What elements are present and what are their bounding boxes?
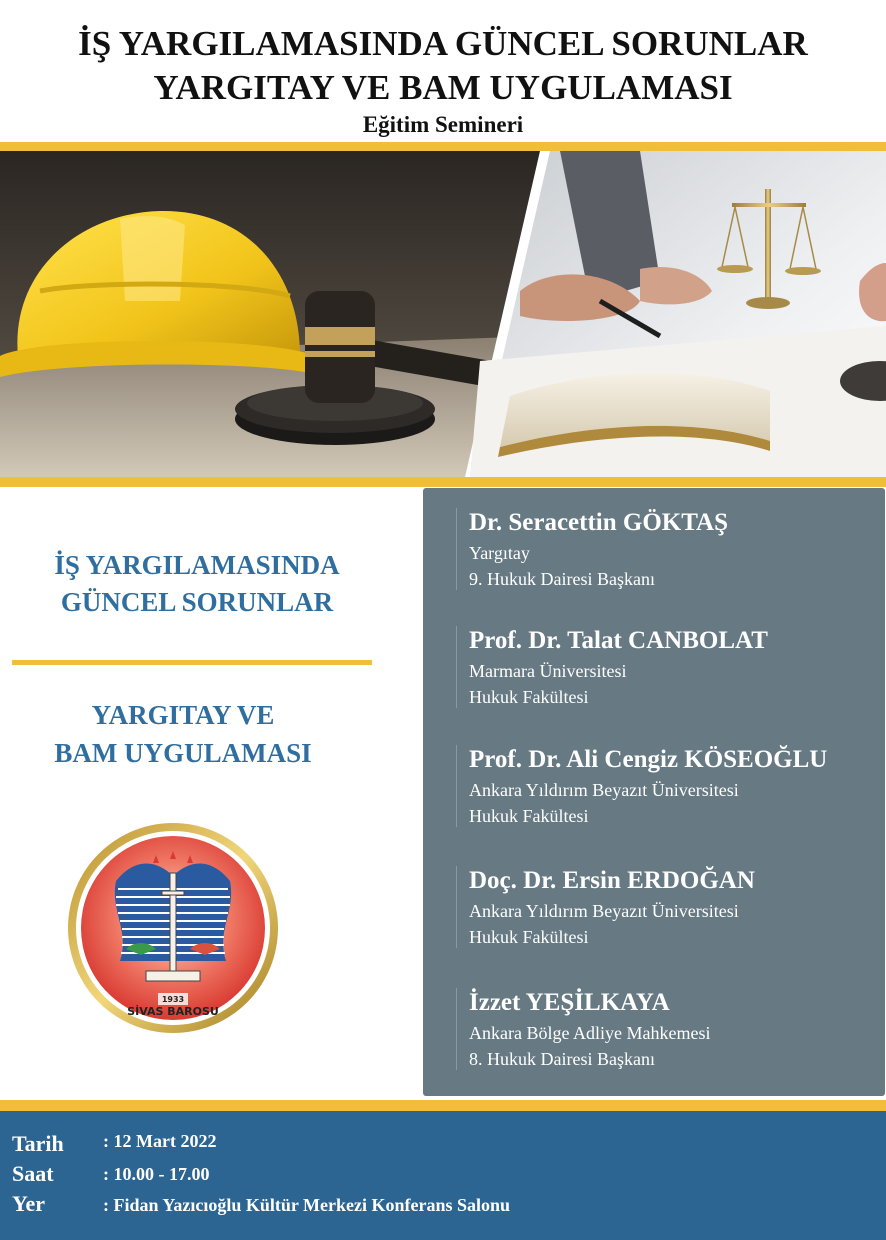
speaker-name: İzzet YEŞİLKAYA xyxy=(469,989,670,1016)
speaker-affiliation: Ankara Yıldırım Beyazıt Üniversitesi xyxy=(469,780,739,800)
speaker-affiliation: Ankara Bölge Adliye Mahkemesi xyxy=(469,1023,711,1043)
speaker-affiliation: Yargıtay xyxy=(469,543,530,563)
speaker-affiliation: Ankara Yıldırım Beyazıt Üniversitesi xyxy=(469,901,739,921)
seal-year: 1933 xyxy=(161,995,185,1004)
speaker-card xyxy=(456,508,877,590)
seal-name: SİVAS BAROSU xyxy=(127,1005,219,1018)
date-value: : 12 Mart 2022 xyxy=(103,1131,217,1151)
main-title-line1: İŞ YARGILAMASINDA GÜNCEL SORUNLAR xyxy=(78,24,808,63)
topic-line3: YARGITAY VE xyxy=(91,700,275,730)
topic-line4: BAM UYGULAMASI xyxy=(54,738,312,768)
top-accent-bar xyxy=(0,142,886,151)
speaker-title: Hukuk Fakültesi xyxy=(469,806,589,826)
speaker-title: 8. Hukuk Dairesi Başkanı xyxy=(469,1049,655,1069)
event-info-footer xyxy=(0,1111,886,1240)
header xyxy=(0,0,886,142)
photo-bottom-accent-bar xyxy=(0,477,886,487)
footer-accent-bar xyxy=(0,1100,886,1111)
main-title-line2: YARGITAY VE BAM UYGULAMASI xyxy=(153,68,733,107)
hero-illustration xyxy=(0,151,886,477)
place-value: : Fidan Yazıcıoğlu Kültür Merkezi Konferans Salonu xyxy=(103,1195,511,1215)
bar-association-seal xyxy=(66,821,280,1035)
topic-panel xyxy=(0,488,420,1098)
speaker-title: Hukuk Fakültesi xyxy=(469,687,589,707)
speaker-title: 9. Hukuk Dairesi Başkanı xyxy=(469,569,655,589)
speaker-card xyxy=(456,626,877,708)
speaker-title: Hukuk Fakültesi xyxy=(469,927,589,947)
subtitle: Eğitim Semineri xyxy=(362,112,524,137)
topic-line2: GÜNCEL SORUNLAR xyxy=(60,587,334,617)
date-label: Tarih xyxy=(12,1131,64,1156)
sivas-barosu-logo xyxy=(66,821,280,1035)
place-label: Yer xyxy=(12,1191,45,1216)
hero-photo xyxy=(0,151,886,477)
speaker-affiliation: Marmara Üniversitesi xyxy=(469,661,627,681)
topic-divider xyxy=(12,660,372,665)
speaker-name: Prof. Dr. Ali Cengiz KÖSEOĞLU xyxy=(469,746,828,773)
topic-line1: İŞ YARGILAMASINDA xyxy=(54,550,340,580)
speaker-card xyxy=(456,988,877,1070)
speakers-panel xyxy=(423,488,885,1096)
speaker-card xyxy=(456,866,877,948)
time-value: : 10.00 - 17.00 xyxy=(103,1164,210,1184)
speaker-card xyxy=(456,745,877,827)
speaker-name: Dr. Seracettin GÖKTAŞ xyxy=(469,509,729,536)
speaker-name: Doç. Dr. Ersin ERDOĞAN xyxy=(469,867,755,894)
speaker-name: Prof. Dr. Talat CANBOLAT xyxy=(469,627,768,654)
time-label: Saat xyxy=(12,1161,54,1186)
